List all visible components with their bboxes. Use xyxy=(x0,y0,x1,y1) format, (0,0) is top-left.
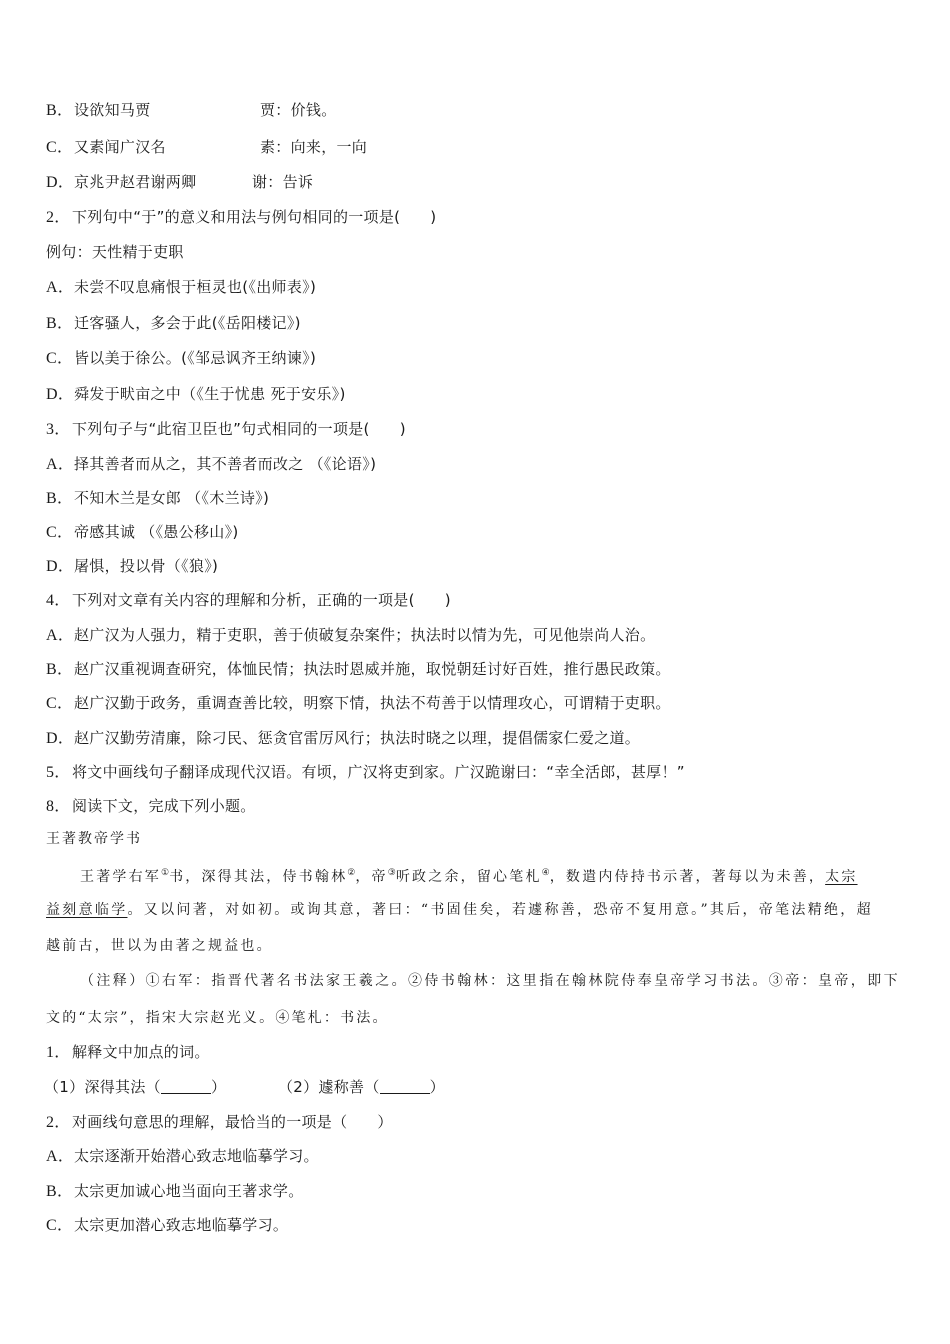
passage-text: ，数遣内侍持书示著，著每以为未善， xyxy=(549,869,826,885)
option-letter: A． xyxy=(46,456,75,473)
prev-option-d-gloss: 谢：告诉 xyxy=(252,173,314,191)
paren-close: ) xyxy=(430,208,437,226)
q3-stem xyxy=(46,419,406,440)
option-text: 帝感其诚 （《愚公移山》) xyxy=(74,523,239,541)
passage-line-3: 越前古，世以为由著之规益也。 xyxy=(46,938,273,954)
question-text: 下列句中“于”的意义和用法与例句相同的一项是( xyxy=(72,208,401,226)
section-8-heading xyxy=(46,796,256,817)
q3-option-b xyxy=(46,488,269,509)
option-text: 赵广汉为人强力，精于吏职，善于侦破复杂案件；执法时以情为先，可见他崇尚人治。 xyxy=(74,626,656,644)
item2-label: （2）遽称善（ xyxy=(278,1078,380,1096)
paren-close: ） xyxy=(429,1078,445,1096)
option-text: 不知木兰是女郎 （《木兰诗》) xyxy=(74,489,270,507)
option-text: 太宗更加潜心致志地临摹学习。 xyxy=(74,1216,289,1234)
option-letter: D． xyxy=(46,558,75,575)
underlined-sentence-part-2: 益刻意临学 xyxy=(46,902,128,918)
option-text: 舜发于畎亩之中（《生于忧患 死于安乐》) xyxy=(74,385,346,403)
passage-text: 听政之余，留心笔札 xyxy=(395,869,542,885)
passage-line-1 xyxy=(80,863,858,887)
question-number: 2． xyxy=(46,209,71,226)
option-letter: D． xyxy=(46,386,75,403)
passage-title: 王著教帝学书 xyxy=(46,831,142,847)
answer-blank-2[interactable] xyxy=(380,1079,430,1094)
option-text: 太宗更加诚心地当面向王著求学。 xyxy=(74,1182,304,1200)
prev-option-b-gloss: 贾：价钱。 xyxy=(260,101,337,119)
question-text: 对画线句意思的理解，最恰当的一项是（ xyxy=(72,1113,348,1131)
sub-q2-option-a xyxy=(46,1146,319,1167)
option-text: 太宗逐渐开始潜心致志地临摹学习。 xyxy=(74,1147,319,1165)
item1-label: （1）深得其法（ xyxy=(44,1078,161,1096)
option-letter: A． xyxy=(46,1148,75,1165)
option-letter: C． xyxy=(46,695,74,712)
passage-text: ，帝 xyxy=(355,869,388,885)
option-text: 皆以美于徐公。(《邹忌讽齐王纳谏》) xyxy=(74,349,317,367)
question-number: 5． xyxy=(46,764,71,781)
sub-q1-stem xyxy=(46,1042,210,1063)
prev-option-c xyxy=(46,137,166,158)
question-number: 3． xyxy=(46,421,71,438)
footnote-marker-4: ④ xyxy=(541,868,550,878)
option-letter: C． xyxy=(46,1217,74,1234)
sub-q2-stem xyxy=(46,1112,393,1133)
option-letter: C． xyxy=(46,139,74,156)
option-letter: C． xyxy=(46,524,74,541)
q4-option-b xyxy=(46,659,671,680)
annotation-line-1: （注释）①右军：指晋代著名书法家王羲之。②侍书翰林：这里指在翰林院侍奉皇帝学习书法。③帝：皇帝，即下 xyxy=(80,973,900,989)
footnote-marker-3: ③ xyxy=(387,868,396,878)
prev-option-b xyxy=(46,100,151,121)
option-letter: B． xyxy=(46,661,74,678)
passage-text: 书，深得其法，侍书翰林 xyxy=(169,869,348,885)
question-text: 下列句子与“此宿卫臣也”句式相同的一项是( xyxy=(72,420,370,438)
question-number: 2． xyxy=(46,1114,71,1131)
question-number: 4． xyxy=(46,592,71,609)
prev-option-d xyxy=(46,172,196,193)
sub-q1-item2 xyxy=(278,1077,445,1097)
option-text: 赵广汉勤劳清廉，除刁民、惩贪官雷厉风行；执法时晓之以理，提倡儒家仁爱之道。 xyxy=(74,729,641,747)
q4-option-c xyxy=(46,693,671,714)
passage-line-2 xyxy=(46,900,873,920)
footnote-marker-1: ① xyxy=(161,868,170,878)
option-letter: D． xyxy=(46,730,75,747)
q2-example: 例句：天性精于吏职 xyxy=(46,243,184,261)
q2-stem xyxy=(46,207,436,228)
option-text: 赵广汉勤于政务，重调查善比较，明察下情，执法不苟善于以情理攻心，可谓精于吏职。 xyxy=(74,694,671,712)
paren-close: ） xyxy=(377,1113,393,1131)
footnote-marker-2: ② xyxy=(347,868,356,878)
option-text: 未尝不叹息痛恨于桓灵也(《出师表》) xyxy=(74,278,317,296)
sub-q2-option-c xyxy=(46,1215,288,1236)
question-text: 下列对文章有关内容的理解和分析，正确的一项是( xyxy=(72,591,415,609)
prev-option-c-gloss: 素：向来，一向 xyxy=(260,138,368,156)
q2-option-d xyxy=(46,384,346,405)
sub-q1-items xyxy=(44,1077,226,1097)
q2-option-b xyxy=(46,313,301,334)
q3-option-d xyxy=(46,556,218,577)
q4-option-d xyxy=(46,728,640,749)
option-letter: A． xyxy=(46,279,75,296)
option-text: 设欲知马贾 xyxy=(74,101,151,119)
passage-text: 。又以问著，对如初。或询其意，著曰：“书固佳矣，若遽称善，恐帝不复用意。”其后，帝笔法精绝，超 xyxy=(127,902,873,918)
option-letter: A． xyxy=(46,627,75,644)
q2-option-c xyxy=(46,348,316,369)
section-instruction: 阅读下文，完成下列小题。 xyxy=(72,797,256,815)
paren-close: ) xyxy=(444,591,451,609)
annotation-line-2: 文的“太宗”，指宋大宗赵光义。④笔札：书法。 xyxy=(46,1010,389,1026)
option-letter: B． xyxy=(46,315,74,332)
q5 xyxy=(46,762,685,783)
option-text: 又素闻广汉名 xyxy=(74,138,166,156)
paren-close: ） xyxy=(210,1078,227,1096)
option-letter: B． xyxy=(46,490,74,507)
q2-option-a xyxy=(46,277,316,298)
paren-close: ) xyxy=(399,420,406,438)
q4-option-a xyxy=(46,625,655,646)
underlined-sentence-part-1: 太宗 xyxy=(825,869,858,885)
option-text: 择其善者而从之，其不善者而改之 （《论语》) xyxy=(74,455,377,473)
option-text: 屠惧，投以骨（《狼》) xyxy=(74,557,219,575)
option-letter: D． xyxy=(46,174,75,191)
q3-option-c xyxy=(46,522,239,543)
option-text: 赵广汉重视调查研究，体恤民情；执法时恩威并施，取悦朝廷讨好百姓，推行愚民政策。 xyxy=(74,660,671,678)
option-text: 京兆尹赵君谢两卿 xyxy=(74,173,197,191)
passage-text: 王著学右军 xyxy=(80,869,161,885)
option-text: 迁客骚人，多会于此(《岳阳楼记》) xyxy=(74,314,301,332)
question-text: 解释文中加点的词。 xyxy=(72,1043,210,1061)
option-letter: B． xyxy=(46,102,74,119)
question-number: 1． xyxy=(46,1044,71,1061)
section-number: 8． xyxy=(46,798,71,815)
answer-blank-1[interactable] xyxy=(161,1079,211,1094)
q4-stem xyxy=(46,590,451,611)
sub-q2-option-b xyxy=(46,1181,304,1202)
option-letter: C． xyxy=(46,350,74,367)
option-letter: B． xyxy=(46,1183,74,1200)
q3-option-a xyxy=(46,454,376,475)
question-text: 将文中画线句子翻译成现代汉语。有顷，广汉将吏到家。广汉跪谢曰：“幸全活郎，甚厚！” xyxy=(72,763,685,781)
